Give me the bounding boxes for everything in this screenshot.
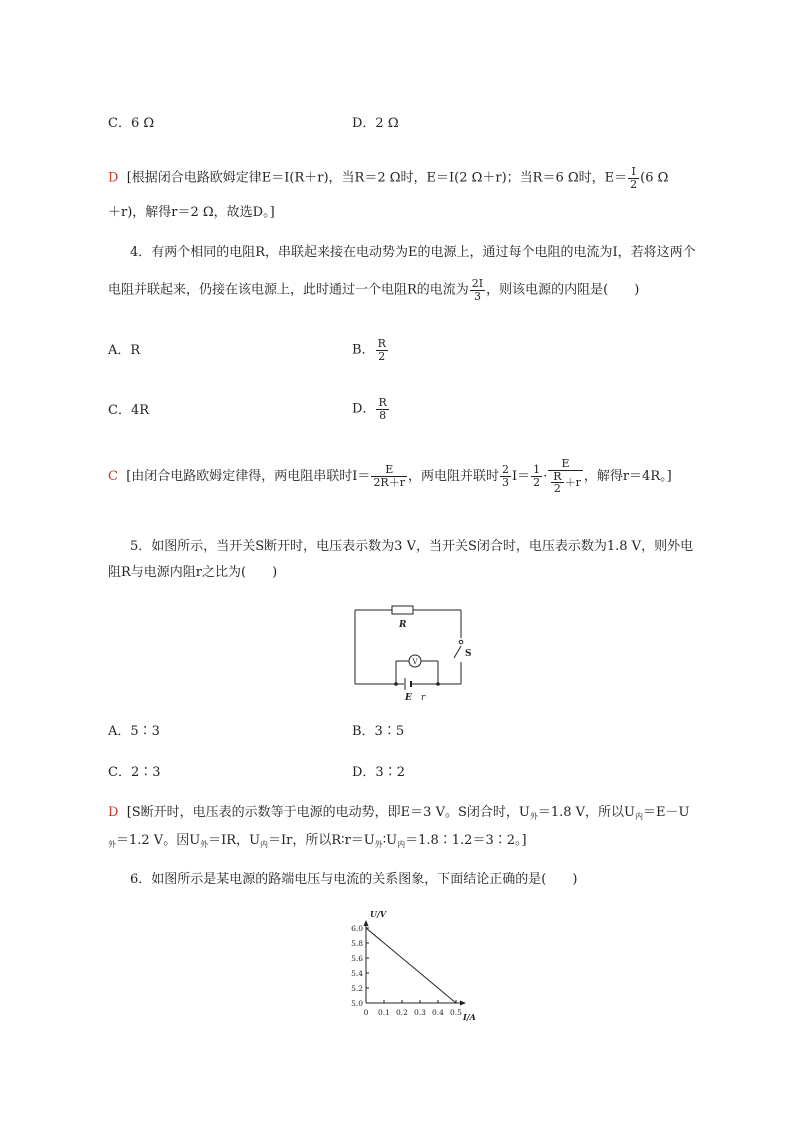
series-line	[366, 928, 456, 1003]
label-v: V	[412, 658, 418, 666]
q4-option-d-fraction: $\frac{R}{8}$	[378, 396, 387, 422]
q4-option-b: B． $\frac{R}{2}$	[352, 337, 386, 363]
switch-contact	[459, 640, 463, 644]
q5-option-d: D．3∶2	[352, 765, 405, 780]
q3-option-d: D．2 Ω	[352, 116, 399, 131]
x-tick-label: 0.4	[432, 1008, 444, 1017]
q3-solution-line2: ＋r)，解得r＝2 Ω，故选D。]	[108, 205, 275, 220]
y-tick-label: 6.0	[351, 924, 363, 933]
q6-voltage-current-chart	[330, 908, 490, 1024]
q4-option-a: A．R	[108, 343, 141, 358]
q4-option-d: D． $\frac{R}{8}$	[352, 396, 387, 422]
y-axis-label: U/V	[370, 909, 387, 919]
q4-solution-fraction-3: $\frac{1}{2}$	[533, 463, 541, 489]
q3-option-c: C．6 Ω	[108, 116, 155, 131]
x-tick-label: 0.5	[450, 1008, 462, 1017]
q4-solution-fraction-1: $\frac{E}{2R+r}$	[373, 463, 405, 489]
q4-option-c: C．4R	[108, 403, 150, 418]
q4-option-b-fraction: $\frac{R}{2}$	[377, 337, 386, 363]
q5-stem-line2: 阻R与电源内阻r之比为( )	[108, 565, 278, 580]
q4-stem-fraction: $\frac{2I}{3}$	[471, 277, 484, 303]
resistor-r	[392, 606, 413, 614]
q5-solution-line2: $_外$＝1.2 V。因$U_外=IR$，$U_内=Ir$，所以$R∶r=U_外∶U_内=1.8∶1.2=3∶2$。]	[108, 833, 527, 849]
label-s: S	[465, 649, 472, 659]
q5-stem-line1: 5．如图所示，当开关S断开时，电压表示数为3 V，当开关S闭合时，电压表示数为1.8 V，则外电	[130, 539, 694, 554]
x-tick-label: 0.1	[378, 1008, 390, 1017]
label-r: R	[399, 620, 407, 630]
q4-solution-fraction-2: $\frac{2}{3}$	[502, 463, 509, 489]
q5-answer-letter: D	[108, 805, 119, 820]
x-tick-label: 0.3	[414, 1008, 426, 1017]
q3-solution-text-b: (6 Ω	[640, 170, 669, 186]
junction-left	[394, 682, 398, 686]
x-tick-label: 0	[363, 1008, 369, 1017]
junction-right	[436, 682, 440, 686]
q4-solution-nested-fraction: $\frac{R}{2}$	[553, 469, 562, 496]
q5-circuit-diagram	[345, 600, 475, 704]
x-axis-arrow	[460, 1001, 466, 1006]
label-e: E	[405, 693, 412, 703]
y-tick-label: 5.2	[351, 984, 363, 993]
q5-option-c: C．2∶3	[108, 765, 161, 780]
switch-s	[454, 646, 461, 658]
q4-stem-line2: 电阻并联起来，仍接在该电源上，此时通过一个电阻R的电流为 $\frac{2I}{3}$ ，则该电源的内阻是( )	[108, 277, 640, 303]
y-tick-label: 5.8	[351, 939, 363, 948]
q6-stem: 6．如图所示是某电源的路端电压与电流的关系图象，下面结论正确的是( )	[130, 872, 578, 887]
q3-answer-letter: D	[108, 170, 119, 186]
x-tick-label: 0.2	[396, 1008, 408, 1017]
q4-solution-fraction-4: E $\frac{R}{2}$ ＋r	[548, 458, 583, 495]
q5-solution-line1: D [S断开时，电压表的示数等于电源的电动势，即E＝3 V。S闭合时，$U_外=1.8$ V，所以$U_内=E-U$	[108, 805, 690, 821]
q4-answer-letter: C	[108, 468, 118, 484]
q3-solution-line1	[108, 166, 668, 190]
q5-option-b: B．3∶5	[352, 724, 405, 739]
y-tick-label: 5.6	[351, 954, 363, 963]
y-tick-label: 5.0	[351, 999, 363, 1008]
q4-stem-line1: 4．有两个相同的电阻R，串联起来接在电动势为E的电源上，通过每个电阻的电流为I，若将这两个	[130, 245, 696, 260]
q3-solution-text-a: [根据闭合电路欧姆定律E＝I(R＋r)，当R＝2 Ω时，E＝I(2 Ω＋r)；当R＝6 Ω时，E＝	[126, 170, 628, 186]
label-r-internal: r	[421, 693, 426, 703]
y-tick-label: 5.4	[351, 969, 363, 978]
x-axis-label: I/A	[463, 1012, 476, 1022]
q5-option-a: A．5∶3	[108, 724, 160, 739]
y-axis-arrow	[364, 920, 369, 926]
q4-solution: C [由闭合电路欧姆定律得，两电阻串联时I＝ $\frac{E}{2R+r}$ ，两电阻并联时 $\frac{2}{3}$ I＝ $\frac{1}{2}$ · E $\frac{R}{2}$ ＋r ，解得r＝4R。]	[108, 457, 672, 496]
q3-solution-fraction: $\frac{I}{2}$	[630, 165, 638, 191]
